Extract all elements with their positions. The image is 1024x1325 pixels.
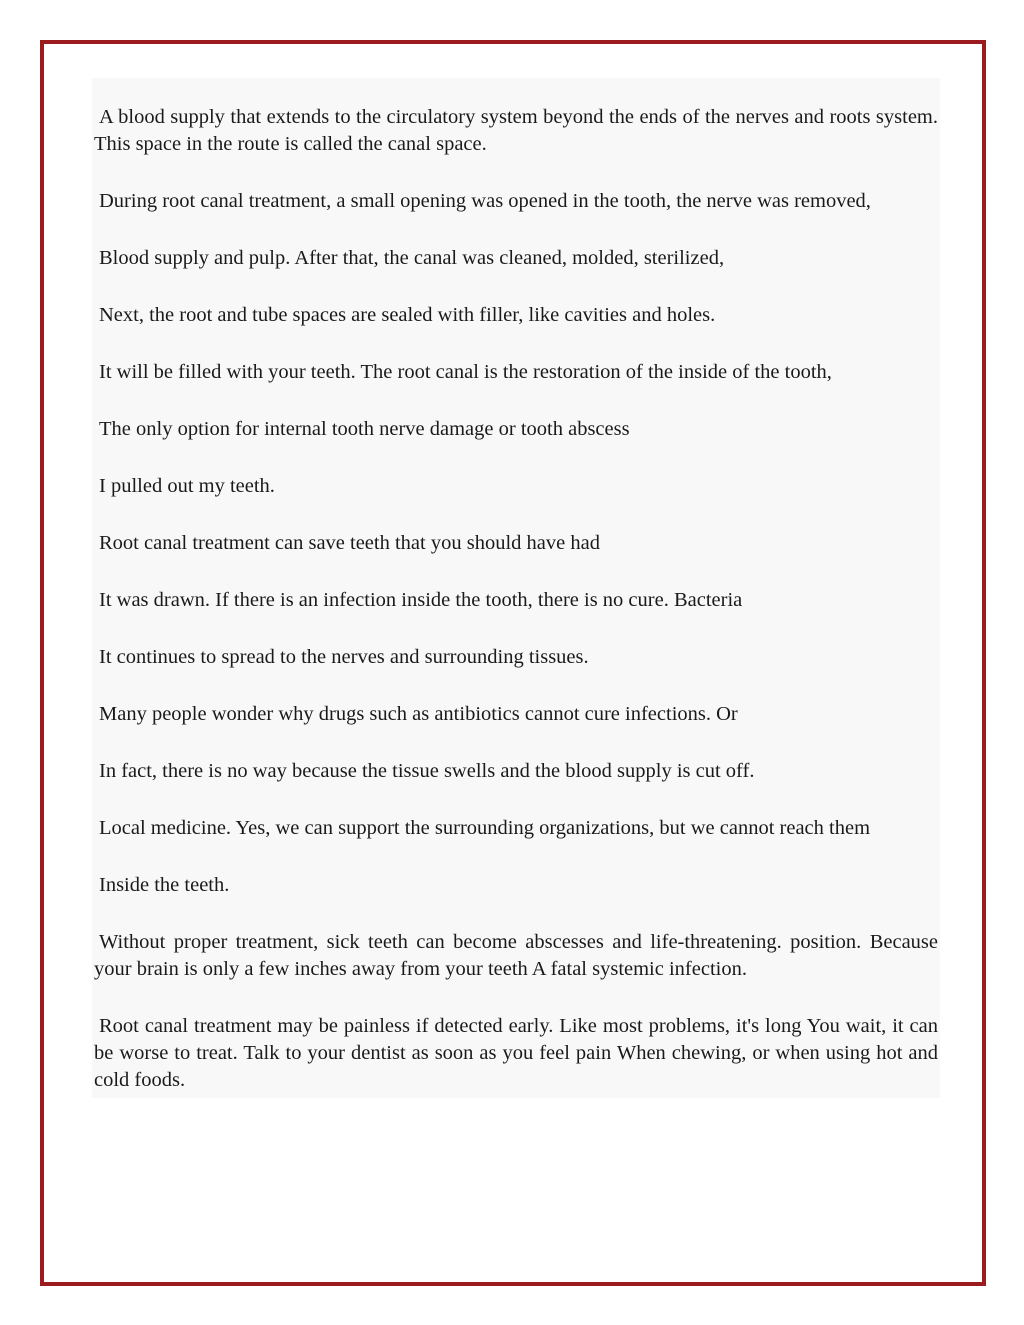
paragraph: I pulled out my teeth. [99, 475, 275, 497]
document-body [92, 78, 940, 1098]
paragraph: It will be filled with your teeth. The root canal is the restoration of the inside of the tooth, [99, 361, 832, 383]
paragraph: Root canal treatment may be painless if detected early. Like most problems, it's long You wait, it can be worse to treat. Talk to your dentist as soon as you feel pain When chewing, or when using hot and cold foods. [94, 1015, 938, 1091]
paragraph: During root canal treatment, a small opening was opened in the tooth, the nerve was removed, [99, 190, 871, 212]
paragraph: It continues to spread to the nerves and surrounding tissues. [99, 646, 589, 668]
paragraph: Without proper treatment, sick teeth can become abscesses and life-threatening. position. Because your brain is only a few inches away from your teeth A fatal systemic infection. [94, 931, 938, 980]
paragraph: Root canal treatment can save teeth that you should have had [99, 532, 600, 554]
paragraph: A blood supply that extends to the circulatory system beyond the ends of the nerves and roots system. This space in the route is called the canal space. [94, 106, 938, 155]
paragraph: It was drawn. If there is an infection inside the tooth, there is no cure. Bacteria [99, 589, 743, 611]
paragraph: Many people wonder why drugs such as antibiotics cannot cure infections. Or [99, 703, 738, 725]
paragraph: In fact, there is no way because the tissue swells and the blood supply is cut off. [99, 760, 755, 782]
paragraph: Blood supply and pulp. After that, the canal was cleaned, molded, sterilized, [99, 247, 725, 269]
paragraph: Local medicine. Yes, we can support the surrounding organizations, but we cannot reach them [99, 817, 871, 839]
paragraph: Next, the root and tube spaces are sealed with filler, like cavities and holes. [99, 304, 716, 326]
paragraph: The only option for internal tooth nerve damage or tooth abscess [99, 418, 630, 440]
paragraph: Inside the teeth. [99, 874, 230, 896]
page-frame [40, 40, 986, 1286]
